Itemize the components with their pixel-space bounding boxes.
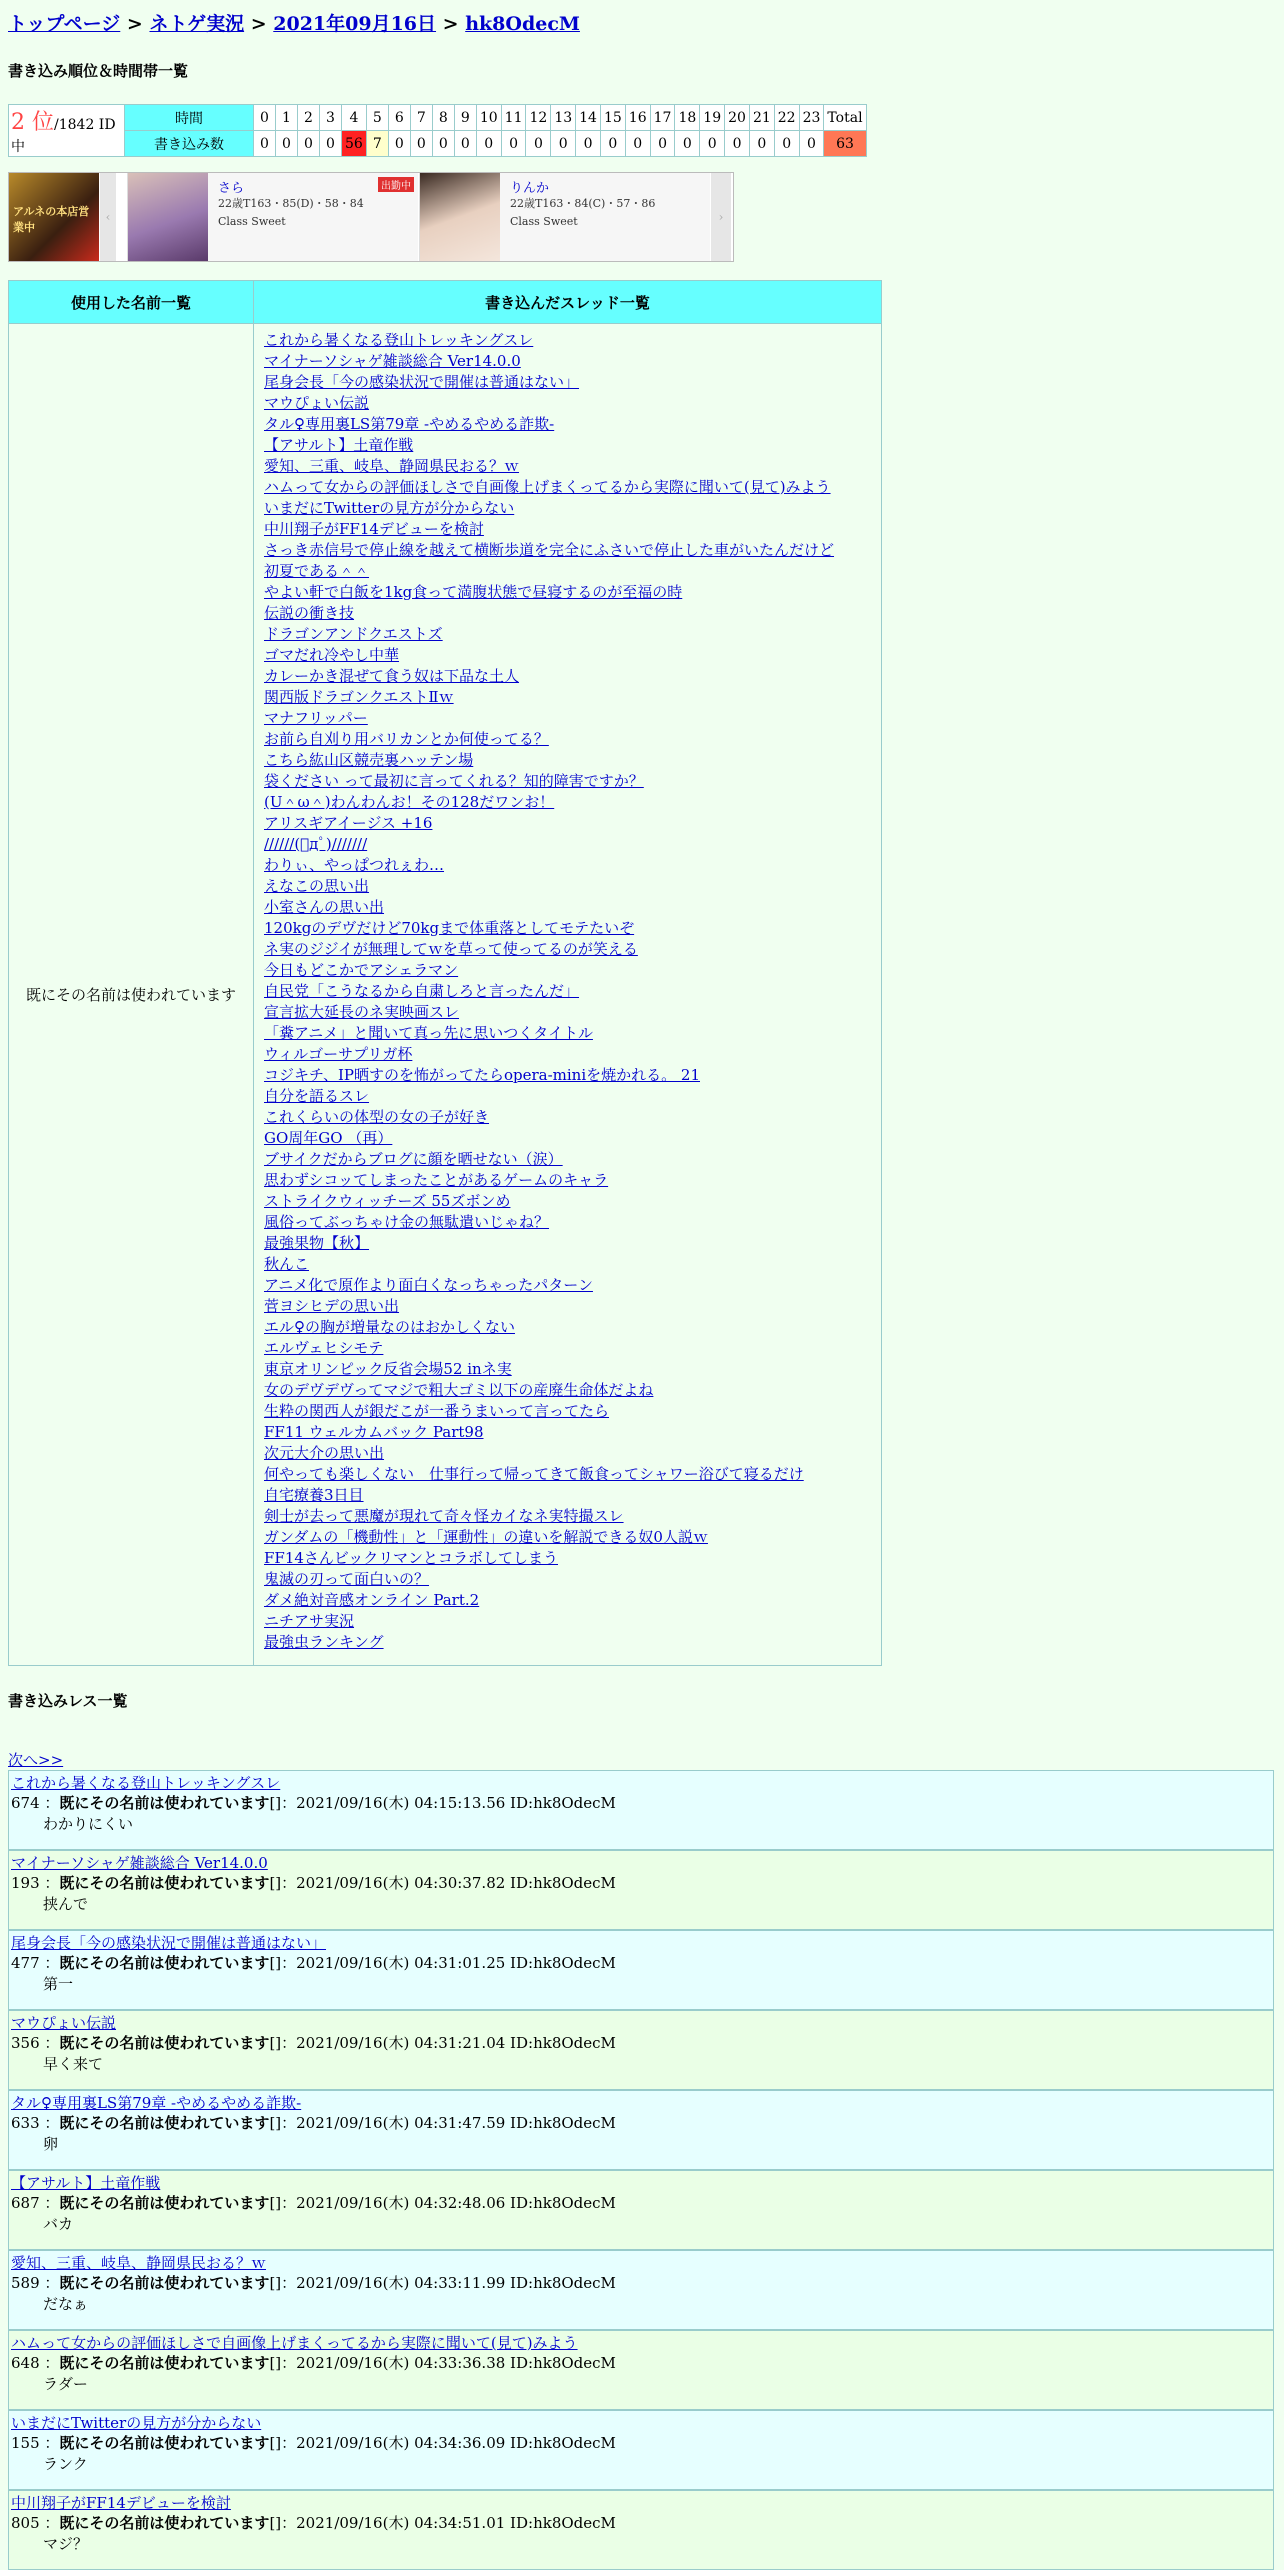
banner-shop-image[interactable] [9,173,99,261]
hour-count: 0 [276,131,298,157]
hour-header: 22 [774,105,799,131]
post-number: 633 [11,2114,40,2132]
post-item [8,2410,1274,2490]
total-count: 63 [824,131,866,157]
thread-link[interactable]: マナフリッパー [264,709,368,727]
hour-header: 21 [749,105,774,131]
post-timestamp-id: []：2021/09/16(木) 04:34:36.09 ID:hk8OdecM [269,2434,616,2452]
post-thread-link[interactable]: タル♀専用裏LS第79章 -やめるやめる詐欺- [11,2094,302,2112]
thread-link[interactable]: FF14さんビックリマンとコラボしてしまう [264,1549,559,1567]
banner-next-arrow[interactable]: › [711,173,731,261]
count-header: 書き込み数 [125,131,254,157]
post-body: 挟んで [43,1895,89,1913]
post-meta: 155 ：既にその名前は使われています[]：2021/09/16(木) 04:34:36.09 ID:hk8OdecM [11,2434,616,2452]
breadcrumb-separator: > [126,13,143,35]
thread-link[interactable]: 最強果物【秋】 [264,1234,370,1252]
on-duty-badge: 出勤中 [378,177,414,192]
thread-link[interactable]: 鬼滅の刃って面白いの？ [264,1570,430,1588]
hour-header: 4 [342,105,367,131]
post-thread-link[interactable]: これから暑くなる登山トレッキングスレ [11,1774,281,1792]
hour-header: 0 [254,105,276,131]
post-list [8,1770,1274,2570]
thread-link[interactable]: ストライクウィッチーズ 55ズボンめ [264,1192,511,1210]
thread-link[interactable]: ウィルゴーサプリガ杯 [264,1045,413,1063]
post-number: 356 [11,2034,40,2052]
hour-count: 0 [254,131,276,157]
thread-link[interactable]: これくらいの体型の女の子が好き [264,1108,490,1126]
banner-prev-arrow[interactable]: ‹ [100,173,116,261]
thread-link[interactable]: エル♀の胸が増量なのはおかしくない [264,1318,515,1336]
thread-link[interactable]: ガンダムの「機動性」と「運動性」の違いを解説できる奴0人説ｗ [264,1528,708,1546]
breadcrumb-separator: > [250,13,267,35]
thread-link[interactable]: やよい軒で白飯を1kg食って満腹状態で昼寝するのが至福の時 [264,583,683,601]
post-body: マジ？ [43,2535,89,2553]
post-number: 477 [11,1954,40,1972]
post-number: 589 [11,2274,40,2292]
post-thread-link[interactable]: マイナーソシャゲ雑談総合 Ver14.0.0 [11,1854,268,1872]
thread-link[interactable]: 愛知、三重、岐阜、静岡県民おる？ｗ [264,457,520,475]
post-item [8,2170,1274,2250]
post-thread-link[interactable]: 尾身会長「今の感染状況で開催は普通はない」 [11,1934,327,1952]
thread-link[interactable]: アリスギアイージス +16 [264,814,433,832]
post-body: ランク [43,2455,88,2473]
rank-position: 2 位 [11,110,54,135]
hour-count: 0 [526,131,551,157]
post-number: 193 [11,1874,40,1892]
thread-link[interactable]: これから暑くなる登山トレッキングスレ [264,331,534,349]
post-author: 既にその名前は使われています [59,2114,270,2132]
post-author: 既にその名前は使われています [59,2434,270,2452]
post-meta: 356 ：既にその名前は使われています[]：2021/09/16(木) 04:31:21.04 ID:hk8OdecM [11,2034,616,2052]
post-body: ラダー [43,2375,88,2393]
thread-link[interactable]: お前ら自刈り用バリカンとか何使ってる？ [264,730,549,748]
post-author: 既にその名前は使われています [59,1874,270,1892]
thread-link[interactable]: 菅ヨシヒデの思い出 [264,1297,400,1315]
thread-link[interactable]: ゴマだれ冷やし中華 [264,646,400,664]
thread-link[interactable]: 自宅療養3日目 [264,1486,364,1504]
thread-link[interactable]: ニチアサ実況 [264,1612,355,1630]
hour-header: 15 [600,105,625,131]
post-body: だなぁ [43,2295,89,2313]
names-header: 使用した名前一覧 [9,281,254,324]
post-author: 既にその名前は使われています [59,2354,270,2372]
post-body: 早く来て [43,2055,104,2073]
thread-link[interactable]: 剣士が去って悪魔が現れて奇々怪カイなネ実特撮スレ [264,1507,624,1525]
post-timestamp-id: []：2021/09/16(木) 04:31:21.04 ID:hk8OdecM [269,2034,616,2052]
hour-count: 0 [298,131,320,157]
post-timestamp-id: []：2021/09/16(木) 04:15:13.56 ID:hk8OdecM [269,1794,616,1812]
hour-count: 0 [501,131,526,157]
hour-count-active: 7 [366,131,388,157]
hour-count: 0 [774,131,799,157]
hour-header: 14 [576,105,601,131]
post-thread-link[interactable]: いまだにTwitterの見方が分からない [11,2414,262,2432]
hour-count-peak: 56 [342,131,367,157]
thread-link[interactable]: いまだにTwitterの見方が分からない [264,499,515,517]
card-name[interactable]: りんか [510,181,550,196]
post-timestamp-id: []：2021/09/16(木) 04:32:48.06 ID:hk8OdecM [269,2194,616,2212]
hour-header: 17 [650,105,675,131]
hour-count: 0 [650,131,675,157]
thread-link[interactable]: アニメ化で原作より面白くなっちゃったパターン [264,1276,593,1294]
post-timestamp-id: []：2021/09/16(木) 04:33:36.38 ID:hk8OdecM [269,2354,616,2372]
post-author: 既にその名前は使われています [59,1954,270,1972]
hour-header: 1 [276,105,298,131]
post-meta: 633 ：既にその名前は使われています[]：2021/09/16(木) 04:31:47.59 ID:hk8OdecM [11,2114,616,2132]
post-author: 既にその名前は使われています [59,2274,270,2292]
post-item [8,2010,1274,2090]
thread-link[interactable]: わりぃ、やっぱつれぇわ… [264,856,445,874]
thread-link[interactable]: 【アサルト】土竜作戦 [264,436,414,454]
post-meta: 648 ：既にその名前は使われています[]：2021/09/16(木) 04:33:36.38 ID:hk8OdecM [11,2354,616,2372]
thread-link[interactable]: こちら紘山区競売裏ハッテン場 [264,751,474,769]
thread-link[interactable]: GO周年GO （再） [264,1129,393,1147]
hour-count: 0 [410,131,432,157]
card-photo [420,173,500,261]
post-body: 卵 [43,2135,59,2153]
hour-count: 0 [749,131,774,157]
hour-header: 19 [700,105,725,131]
post-meta: 674 ：既にその名前は使われています[]：2021/09/16(木) 04:15:13.56 ID:hk8OdecM [11,1794,616,1812]
hour-count: 0 [388,131,410,157]
post-number: 648 [11,2354,40,2372]
hour-count: 0 [551,131,576,157]
thread-list [254,324,882,1666]
hour-count: 0 [476,131,501,157]
post-item [8,2250,1274,2330]
post-meta: 687 ：既にその名前は使われています[]：2021/09/16(木) 04:32:48.06 ID:hk8OdecM [11,2194,616,2212]
hour-header: 20 [725,105,750,131]
hour-header: 6 [388,105,410,131]
names-threads-table [8,280,882,1666]
time-header: 時間 [125,105,254,131]
hour-header: 5 [366,105,388,131]
thread-link[interactable]: えなこの思い出 [264,877,370,895]
banner-shop-text: アルネの本店営業中 [13,205,90,234]
thread-link[interactable]: ハムって女からの評価ほしさで自画像上げまくってるから実際に聞いて(見て)みよう [264,478,831,496]
breadcrumb-separator: > [442,13,459,35]
post-item [8,2330,1274,2410]
hour-header: 11 [501,105,526,131]
rank-total-ids: /1842 ID中 [11,117,116,155]
thread-link[interactable]: 生粋の関西人が銀だこが一番うまいって言ってたら [264,1402,610,1420]
hour-header: 12 [526,105,551,131]
thread-link[interactable]: さっき赤信号で停止線を越えて横断歩道を完全にふさいで停止した車がいたんだけど [264,541,835,559]
thread-link[interactable]: ブサイクだからブログに顔を晒せない（涙） [264,1150,563,1168]
thread-link[interactable]: 思わずシコッてしまったことがあるゲームのキャラ [264,1171,609,1189]
thread-link[interactable]: マイナーソシャゲ雑談総合 Ver14.0.0 [264,352,521,370]
thread-link[interactable]: マウぴょい伝説 [264,394,370,412]
thread-link[interactable]: 初夏である＾＾ [264,562,370,580]
post-thread-link[interactable]: マウぴょい伝説 [11,2014,117,2032]
post-timestamp-id: []：2021/09/16(木) 04:31:01.25 ID:hk8OdecM [269,1954,616,1972]
thread-link[interactable]: (U＾ω＾)わんわんお！その128だワンお！ [264,793,555,811]
thread-link[interactable]: ネ実のジジイが無理してｗを草って使ってるのが笑える [264,940,638,958]
hour-header: 7 [410,105,432,131]
ad-banner[interactable] [8,172,734,262]
post-meta: 589 ：既にその名前は使われています[]：2021/09/16(木) 04:33:11.99 ID:hk8OdecM [11,2274,616,2292]
hour-header: 9 [454,105,476,131]
post-item [8,1930,1274,2010]
breadcrumb-id-link[interactable]: hk8OdecM [465,13,580,35]
hour-count: 0 [576,131,601,157]
card-spec: 22歳T163・84(C)・57・86 [510,197,656,210]
post-author: 既にその名前は使われています [59,2194,270,2212]
post-thread-link[interactable]: 愛知、三重、岐阜、静岡県民おる？ｗ [11,2254,267,2272]
post-thread-link[interactable]: ハムって女からの評価ほしさで自画像上げまくってるから実際に聞いて(見て)みよう [11,2334,578,2352]
hour-header: 23 [799,105,824,131]
thread-link[interactable]: カレーかき混ぜて食う奴は下品な土人 [264,667,520,685]
post-author: 既にその名前は使われています [59,1794,270,1812]
rank-cell [9,105,125,157]
hour-count: 0 [799,131,824,157]
thread-link[interactable]: 尾身会長「今の感染状況で開催は普通はない」 [264,373,580,391]
card-spec: 22歳T163・85(D)・58・84 [218,197,364,210]
thread-link[interactable]: エルヴェヒシモテ [264,1339,384,1357]
thread-link[interactable]: 何やっても楽しくない 仕事行って帰ってきて飯食ってシャワー浴びて寝るだけ [264,1465,804,1483]
post-timestamp-id: []：2021/09/16(木) 04:33:11.99 ID:hk8OdecM [269,2274,616,2292]
post-thread-link[interactable]: 【アサルト】土竜作戦 [11,2174,161,2192]
thread-link[interactable]: 袋ください って最初に言ってくれる？知的障害ですか？ [264,772,644,790]
breadcrumb-date-link[interactable]: 2021年09月16日 [273,13,437,35]
thread-link[interactable]: 伝説の衝き技 [264,604,355,622]
thread-link[interactable]: 小室さんの思い出 [264,898,385,916]
breadcrumb [8,10,1276,38]
post-item [8,1850,1274,1930]
hour-count: 0 [320,131,342,157]
posts-section-title: 書き込みレス一覧 [8,1692,128,1710]
post-item [8,2090,1274,2170]
post-item [8,1770,1274,1850]
post-body: バカ [43,2215,74,2233]
thread-link[interactable]: 次元大介の思い出 [264,1444,385,1462]
hour-header: 10 [476,105,501,131]
thread-link[interactable]: FF11 ウェルカムバック Part98 [264,1423,484,1441]
thread-link[interactable]: 秋んこ [264,1255,310,1273]
thread-link[interactable]: 中川翔子がFF14デビューを検討 [264,520,484,538]
total-header: Total [824,105,866,131]
post-timestamp-id: []：2021/09/16(木) 04:30:37.82 ID:hk8OdecM [269,1874,616,1892]
hour-header: 8 [432,105,454,131]
thread-link[interactable]: 自民党「こうなるから自粛しろと言ったんだ」 [264,982,580,1000]
hour-header: 18 [675,105,700,131]
banner-card[interactable] [127,173,418,261]
breadcrumb-top-link[interactable]: トップページ [8,13,121,35]
threads-header: 書き込んだスレッド一覧 [254,281,882,324]
card-shop: Class Sweet [218,215,286,228]
hour-header: 3 [320,105,342,131]
post-number: 155 [11,2434,40,2452]
thread-link[interactable]: 今日もどこかでアシェラマン [264,961,459,979]
ranking-section-title: 書き込み順位＆時間帯一覧 [8,62,189,80]
post-author: 既にその名前は使われています [59,2034,270,2052]
post-meta: 477 ：既にその名前は使われています[]：2021/09/16(木) 04:31:01.25 ID:hk8OdecM [11,1954,616,1972]
post-timestamp-id: []：2021/09/16(木) 04:31:47.59 ID:hk8OdecM [269,2114,616,2132]
banner-card[interactable] [419,173,710,261]
thread-link[interactable]: 関西版ドラゴンクエストⅡｗ [264,688,454,706]
thread-link[interactable]: 東京オリンピック反省会場52 inネ実 [264,1360,512,1378]
post-number: 805 [11,2514,40,2532]
card-photo [128,173,208,261]
thread-link[interactable]: 宣言拡大延長のネ実映画スレ [264,1003,460,1021]
card-name[interactable]: さら [218,181,245,196]
thread-link[interactable]: タル♀専用裏LS第79章 -やめるやめる詐欺- [264,415,555,433]
hourly-post-table [8,104,867,157]
hour-count: 0 [625,131,650,157]
thread-link[interactable]: ダメ絶対音感オンライン Part.2 [264,1591,480,1609]
thread-link[interactable]: 風俗ってぶっちゃけ金の無駄遣いじゃね？ [264,1213,550,1231]
card-shop: Class Sweet [510,215,578,228]
post-number: 687 [11,2194,40,2212]
post-meta: 193 ：既にその名前は使われています[]：2021/09/16(木) 04:30:37.82 ID:hk8OdecM [11,1874,616,1892]
hour-header: 13 [551,105,576,131]
hour-count: 0 [454,131,476,157]
used-name: 既にその名前は使われています [9,324,254,1666]
post-thread-link[interactable]: 中川翔子がFF14デビューを検討 [11,2494,231,2512]
thread-link[interactable]: コジキチ、IP晒すのを怖がってたらopera-miniを焼かれる。 21 [264,1066,700,1084]
post-timestamp-id: []：2021/09/16(木) 04:34:51.01 ID:hk8OdecM [269,2514,616,2532]
thread-link[interactable]: //////(ﾟдﾟ)/////// [264,835,368,853]
post-meta: 805 ：既にその名前は使われています[]：2021/09/16(木) 04:34:51.01 ID:hk8OdecM [11,2514,616,2532]
thread-link[interactable]: 自分を語るスレ [264,1087,370,1105]
hour-header: 16 [625,105,650,131]
thread-link[interactable]: 「糞アニメ」と聞いて真っ先に思いつくタイトル [264,1024,593,1042]
hour-header: 2 [298,105,320,131]
post-author: 既にその名前は使われています [59,2514,270,2532]
hour-count: 0 [725,131,750,157]
post-body: わかりにくい [43,1815,134,1833]
hour-count: 0 [432,131,454,157]
post-number: 674 [11,1794,40,1812]
thread-link[interactable]: ドラゴンアンドクエストズ [264,625,443,643]
thread-link[interactable]: 最強虫ランキング [264,1633,384,1651]
hour-count: 0 [600,131,625,157]
hour-count: 0 [700,131,725,157]
breadcrumb-category-link[interactable]: ネトゲ実況 [149,13,245,35]
thread-link[interactable]: 120kgのデヴだけど70kgまで体重落としてモテたいぞ [264,919,635,937]
next-page-link[interactable]: 次へ>> [8,1751,64,1769]
hour-count: 0 [675,131,700,157]
post-body: 第一 [43,1975,74,1993]
thread-link[interactable]: 女のデヴデヴってマジで粗大ゴミ以下の産廃生命体だよね [264,1381,654,1399]
post-item [8,2490,1274,2570]
